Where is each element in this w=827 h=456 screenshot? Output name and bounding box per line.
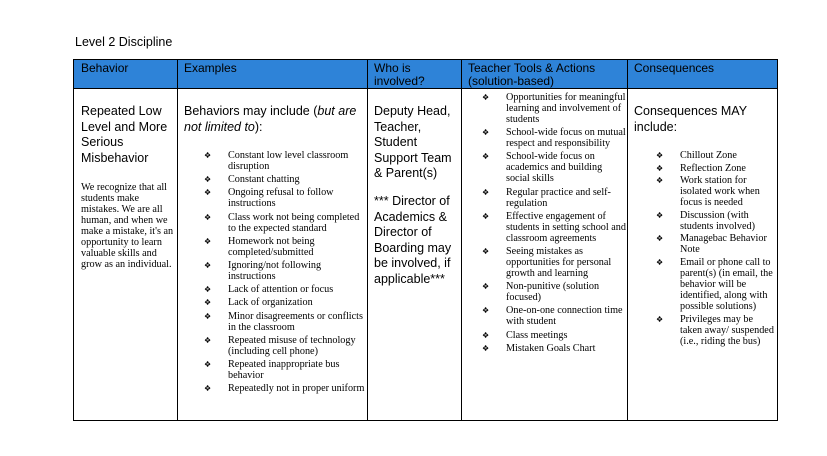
bullet-icon: ❖ (482, 343, 490, 353)
bullet-icon: ❖ (656, 163, 664, 173)
example-item (204, 335, 366, 357)
tool-item-text: Effective engagement of students in setting school and classroom agreements (506, 210, 626, 244)
tool-item-text: Non-punitive (solution focused) (506, 281, 600, 304)
tool-item-text: School-wide focus on academics and building social skills (506, 151, 603, 185)
example-item (204, 297, 366, 308)
consequence-item (656, 175, 774, 208)
tools-cell (462, 89, 628, 421)
header-examples: Examples (178, 60, 368, 89)
tool-item (482, 211, 626, 244)
bullet-icon: ❖ (204, 188, 212, 198)
header-row (74, 60, 778, 89)
consequences-cell (628, 89, 778, 421)
tool-item (482, 246, 626, 279)
bullet-icon: ❖ (204, 175, 212, 185)
bullet-icon: ❖ (656, 210, 664, 220)
example-item-text: Lack of organization (228, 297, 313, 309)
tool-item (482, 127, 626, 149)
bullet-icon: ❖ (656, 151, 664, 160)
bullet-icon: ❖ (482, 152, 490, 162)
tool-item (482, 281, 626, 303)
tool-item (482, 92, 626, 125)
bullet-icon: ❖ (482, 211, 490, 221)
bullet-icon: ❖ (204, 335, 212, 345)
consequence-item (656, 314, 774, 347)
bullet-icon: ❖ (482, 246, 490, 256)
example-item-text: Repeated misuse of technology (including cell phone) (228, 334, 356, 357)
bullet-icon: ❖ (482, 306, 490, 316)
bullet-icon: ❖ (656, 176, 664, 186)
example-item-text: Lack of attention or focus (228, 284, 334, 296)
bullet-icon: ❖ (204, 212, 212, 222)
example-item (204, 174, 366, 185)
examples-cell (178, 89, 368, 421)
tool-item (482, 151, 626, 184)
example-item-text: Ignoring/not following instructions (228, 259, 322, 282)
tool-item (482, 343, 626, 354)
examples-heading-tail: ): (254, 119, 263, 134)
bullet-icon: ❖ (204, 236, 212, 246)
examples-heading-lead: Behaviors may include ( (184, 104, 318, 118)
example-item (204, 236, 366, 258)
bullet-icon: ❖ (482, 93, 490, 102)
bullet-icon: ❖ (204, 384, 212, 394)
who-note: *** Director of Academics & Director of Boarding may be involved, if applicable*** (374, 194, 452, 286)
consequence-item-text: Reflection Zone (680, 162, 746, 174)
tool-item-text: Regular practice and self-regulation (506, 186, 611, 209)
bullet-icon: ❖ (204, 151, 212, 160)
consequence-item-text: Work station for isolated work when focus is needed (680, 175, 760, 209)
page-title: Level 2 Discipline (75, 35, 173, 49)
example-item-text: Constant low level classroom disruption (228, 150, 349, 172)
body-row (74, 89, 778, 421)
example-item (204, 150, 366, 172)
tool-item (482, 305, 626, 327)
consequences-list (656, 150, 774, 348)
example-item (204, 284, 366, 295)
bullet-icon: ❖ (656, 234, 664, 244)
example-item-text: Repeatedly not in proper uniform (228, 383, 365, 395)
examples-heading-em: but are not limited to (184, 104, 357, 134)
header-behavior: Behavior (74, 60, 178, 89)
example-item-text: Class work not being completed to the expected standard (228, 211, 360, 234)
consequence-item-text: Chillout Zone (680, 150, 737, 161)
bullet-icon: ❖ (204, 311, 212, 321)
bullet-icon: ❖ (204, 260, 212, 270)
example-item (204, 187, 366, 209)
bullet-icon: ❖ (204, 359, 212, 369)
consequences-heading: Consequences MAY include: (634, 104, 747, 134)
tool-item-text: One-on-one connection time with student (506, 305, 623, 328)
consequence-item-text: Privileges may be taken away/ suspended (i.e., riding the bus) (680, 313, 774, 347)
bullet-icon: ❖ (656, 314, 664, 324)
bullet-icon: ❖ (482, 282, 490, 292)
tool-item-text: Class meetings (506, 329, 568, 341)
example-item-text: Minor disagreements or conflicts in the classroom (228, 310, 363, 333)
behavior-heading: Repeated Low Level and More Serious Misbehavior (81, 104, 168, 165)
examples-heading (184, 104, 366, 135)
example-item-text: Homework not being completed/submitted (228, 235, 315, 258)
example-item (204, 212, 366, 234)
bullet-icon: ❖ (482, 330, 490, 340)
example-item (204, 383, 366, 394)
header-who: Who is involved? (368, 60, 462, 89)
bullet-icon: ❖ (204, 298, 212, 308)
examples-list (204, 150, 366, 396)
bullet-icon: ❖ (482, 128, 490, 138)
example-item-text: Constant chatting (228, 174, 300, 186)
behavior-cell (74, 89, 178, 421)
consequence-item (656, 163, 774, 174)
bullet-icon: ❖ (482, 187, 490, 197)
discipline-table (73, 59, 778, 421)
tool-item-text: School-wide focus on mutual respect and responsibility (506, 127, 626, 150)
example-item (204, 260, 366, 282)
example-item-text: Ongoing refusal to follow instructions (228, 187, 334, 210)
tool-item-text: Seeing mistakes as opportunities for personal growth and learning (506, 245, 612, 279)
consequence-item (656, 257, 774, 312)
bullet-icon: ❖ (204, 285, 212, 295)
header-consequences: Consequences (628, 60, 778, 89)
example-item (204, 311, 366, 333)
consequence-item-text: Email or phone call to parent(s) (in email, the behavior will be identified, along with possible solutions) (680, 256, 773, 312)
behavior-text: We recognize that all students make mistakes. We are all human, and when we make a mistake, it's an opportunity to learn valuable skills and grow as an individual. (81, 182, 174, 270)
example-item (204, 359, 366, 381)
tools-list (482, 92, 626, 356)
consequence-item-text: Discussion (with students involved) (680, 209, 755, 232)
bullet-icon: ❖ (656, 257, 664, 267)
tool-item (482, 330, 626, 341)
who-cell (368, 89, 462, 421)
consequence-item (656, 210, 774, 232)
tool-item-text: Opportunities for meaningful learning and involvement of students (506, 92, 626, 125)
who-main: Deputy Head, Teacher, Student Support Team & Parent(s) (374, 104, 452, 180)
tool-item (482, 187, 626, 209)
consequence-item-text: Managebac Behavior Note (680, 233, 767, 256)
consequence-item (656, 150, 774, 161)
consequence-item (656, 233, 774, 255)
tool-item-text: Mistaken Goals Chart (506, 342, 596, 354)
header-tools: Teacher Tools & Actions (solution-based) (462, 60, 628, 89)
example-item-text: Repeated inappropriate bus behavior (228, 358, 340, 381)
